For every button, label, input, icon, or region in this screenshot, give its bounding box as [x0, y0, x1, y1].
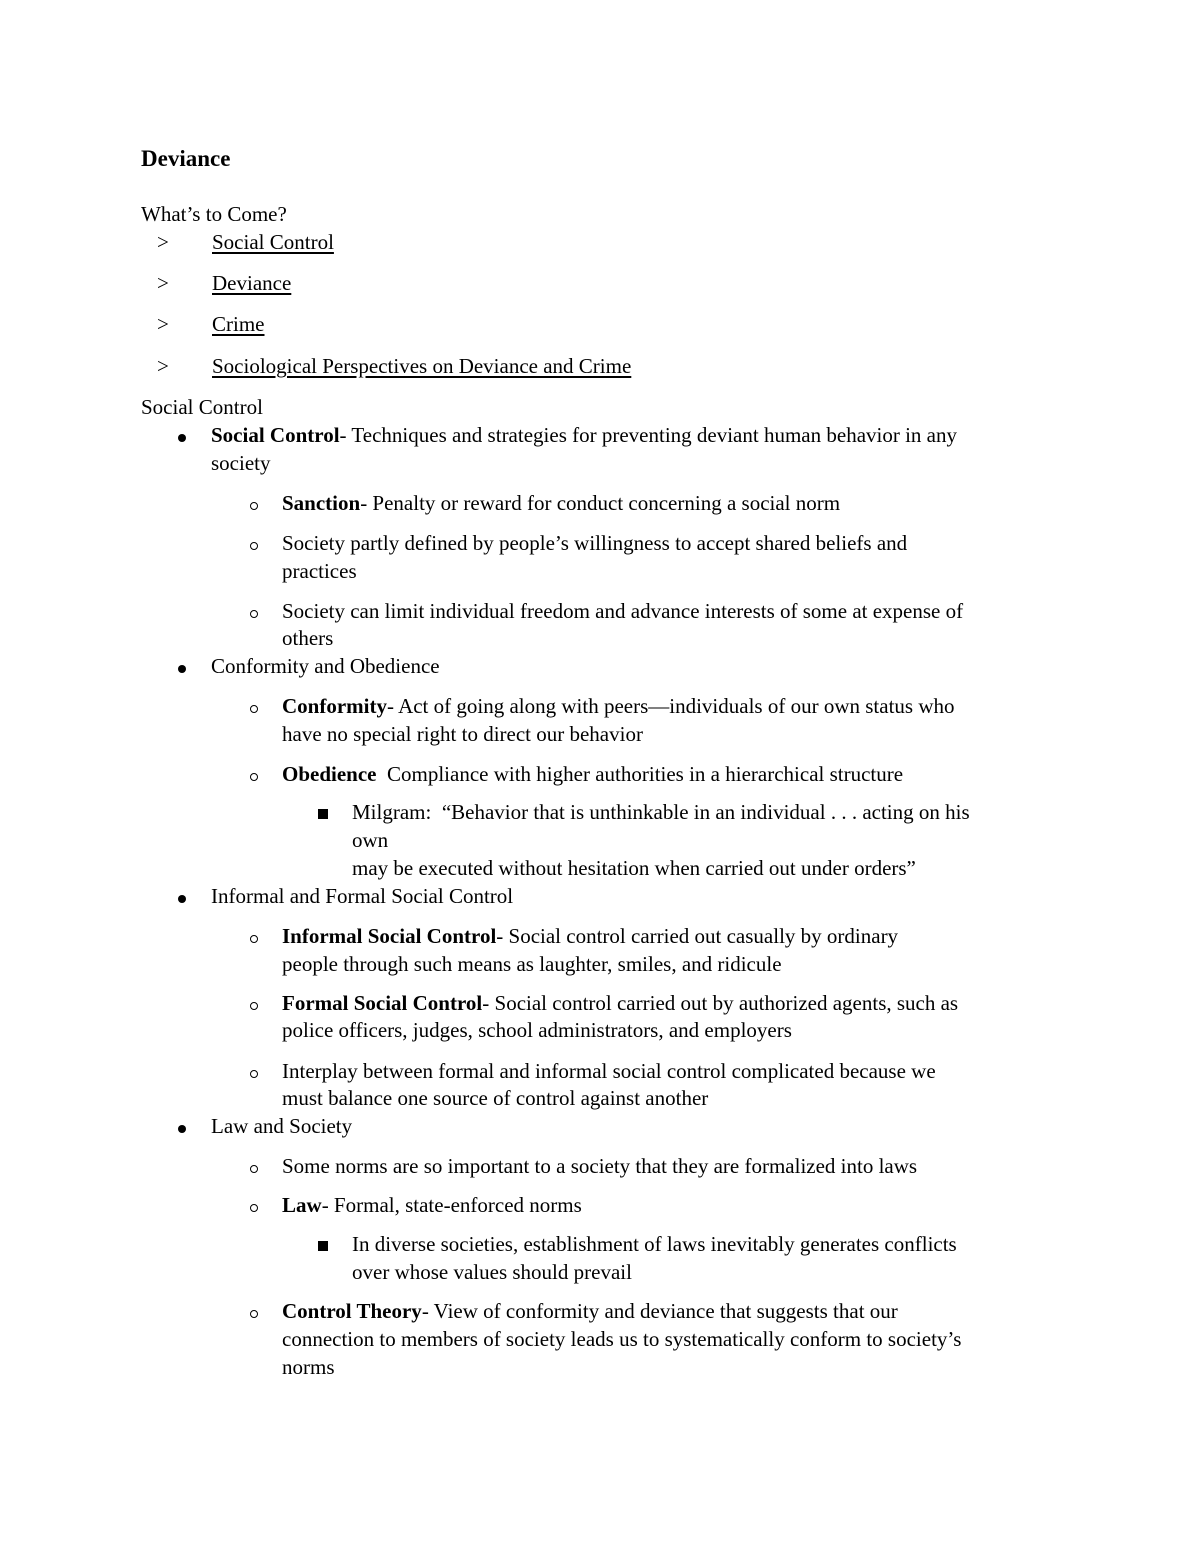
- informal-control-definition-cont: people through such means as laughter, smiles, and ridicule: [282, 952, 782, 976]
- bullet-circle: [250, 1191, 258, 1219]
- bullet-circle: [250, 1057, 258, 1085]
- sanction-definition: Sanction- Penalty or reward for conduct concerning a social norm: [282, 491, 841, 515]
- society-beliefs-line: Society partly defined by people’s willingness to accept shared beliefs and: [282, 531, 908, 555]
- toc-marker: >: [157, 271, 169, 295]
- term-sanction: Sanction: [282, 491, 361, 515]
- toc-item-crime: Crime: [212, 312, 265, 336]
- bullet-square: [318, 1230, 328, 1258]
- obedience-definition: Obedience Compliance with higher authorities in a hierarchical structure: [282, 762, 904, 786]
- control-theory-definition-end: norms: [282, 1355, 335, 1379]
- informal-control-definition: Informal Social Control- Social control carried out casually by ordinary: [282, 924, 899, 948]
- toc-item-deviance: Deviance: [212, 271, 292, 295]
- conformity-definition: Conformity- Act of going along with peers—individuals of our own status who: [282, 694, 955, 718]
- control-theory-definition: Control Theory- View of conformity and deviance that suggests that our: [282, 1299, 898, 1323]
- bullet-circle: [250, 529, 258, 557]
- society-freedom-line: Society can limit individual freedom and advance interests of some at expense of: [282, 599, 964, 623]
- milgram-quote-end: may be executed without hesitation when carried out under orders”: [352, 856, 916, 880]
- term-obedience: Obedience: [282, 762, 377, 786]
- interplay-line-cont: must balance one source of control against another: [282, 1086, 709, 1110]
- social-control-definition: Social Control- Techniques and strategies for preventing deviant human behavior in any: [211, 423, 957, 447]
- term-formal-social-control: Formal Social Control: [282, 991, 483, 1015]
- section-heading: Social Control: [141, 395, 263, 419]
- term-informal-social-control: Informal Social Control: [282, 924, 497, 948]
- society-freedom-line-cont: others: [282, 626, 334, 650]
- bullet-dot: [178, 1112, 186, 1140]
- term-conformity: Conformity: [282, 694, 387, 718]
- term-social-control: Social Control: [211, 423, 340, 447]
- toc-marker: >: [157, 312, 169, 336]
- bullet-dot: [178, 421, 186, 449]
- informal-formal-label: Informal and Formal Social Control: [211, 884, 514, 908]
- norms-laws-line: Some norms are so important to a society that they are formalized into laws: [282, 1154, 918, 1178]
- law-definition: Law- Formal, state-enforced norms: [282, 1193, 582, 1217]
- toc-heading: What’s to Come?: [141, 202, 287, 226]
- bullet-square: [318, 798, 328, 826]
- toc-item-perspectives: Sociological Perspectives on Deviance and Crime: [212, 354, 632, 378]
- control-theory-definition-cont: connection to members of society leads us to systematically conform to society’s: [282, 1327, 962, 1351]
- toc-marker: >: [157, 230, 169, 254]
- social-control-definition-cont: society: [211, 451, 271, 475]
- bullet-circle: [250, 597, 258, 625]
- bullet-circle: [250, 922, 258, 950]
- toc-marker: >: [157, 354, 169, 378]
- bullet-circle: [250, 489, 258, 517]
- bullet-dot: [178, 882, 186, 910]
- interplay-line: Interplay between formal and informal social control complicated because we: [282, 1059, 936, 1083]
- milgram-quote: Milgram: “Behavior that is unthinkable in an individual . . . acting on his: [352, 800, 970, 824]
- term-control-theory: Control Theory: [282, 1299, 422, 1323]
- formal-control-definition-cont: police officers, judges, school administrators, and employers: [282, 1018, 792, 1042]
- conformity-obedience-label: Conformity and Obedience: [211, 654, 440, 678]
- toc-item-social-control: Social Control: [212, 230, 334, 254]
- formal-control-definition: Formal Social Control- Social control carried out by authorized agents, such as: [282, 991, 959, 1015]
- diverse-societies-line: In diverse societies, establishment of laws inevitably generates conflicts: [352, 1232, 957, 1256]
- bullet-circle: [250, 1297, 258, 1325]
- bullet-circle: [250, 989, 258, 1017]
- bullet-dot: [178, 652, 186, 680]
- bullet-circle: [250, 760, 258, 788]
- milgram-quote-cont: own: [352, 828, 389, 852]
- document-title: Deviance: [141, 146, 231, 171]
- society-beliefs-line-cont: practices: [282, 559, 357, 583]
- bullet-circle: [250, 1152, 258, 1180]
- law-society-label: Law and Society: [211, 1114, 353, 1138]
- bullet-circle: [250, 692, 258, 720]
- diverse-societies-line-cont: over whose values should prevail: [352, 1260, 632, 1284]
- term-law: Law: [282, 1193, 322, 1217]
- conformity-definition-cont: have no special right to direct our behavior: [282, 722, 643, 746]
